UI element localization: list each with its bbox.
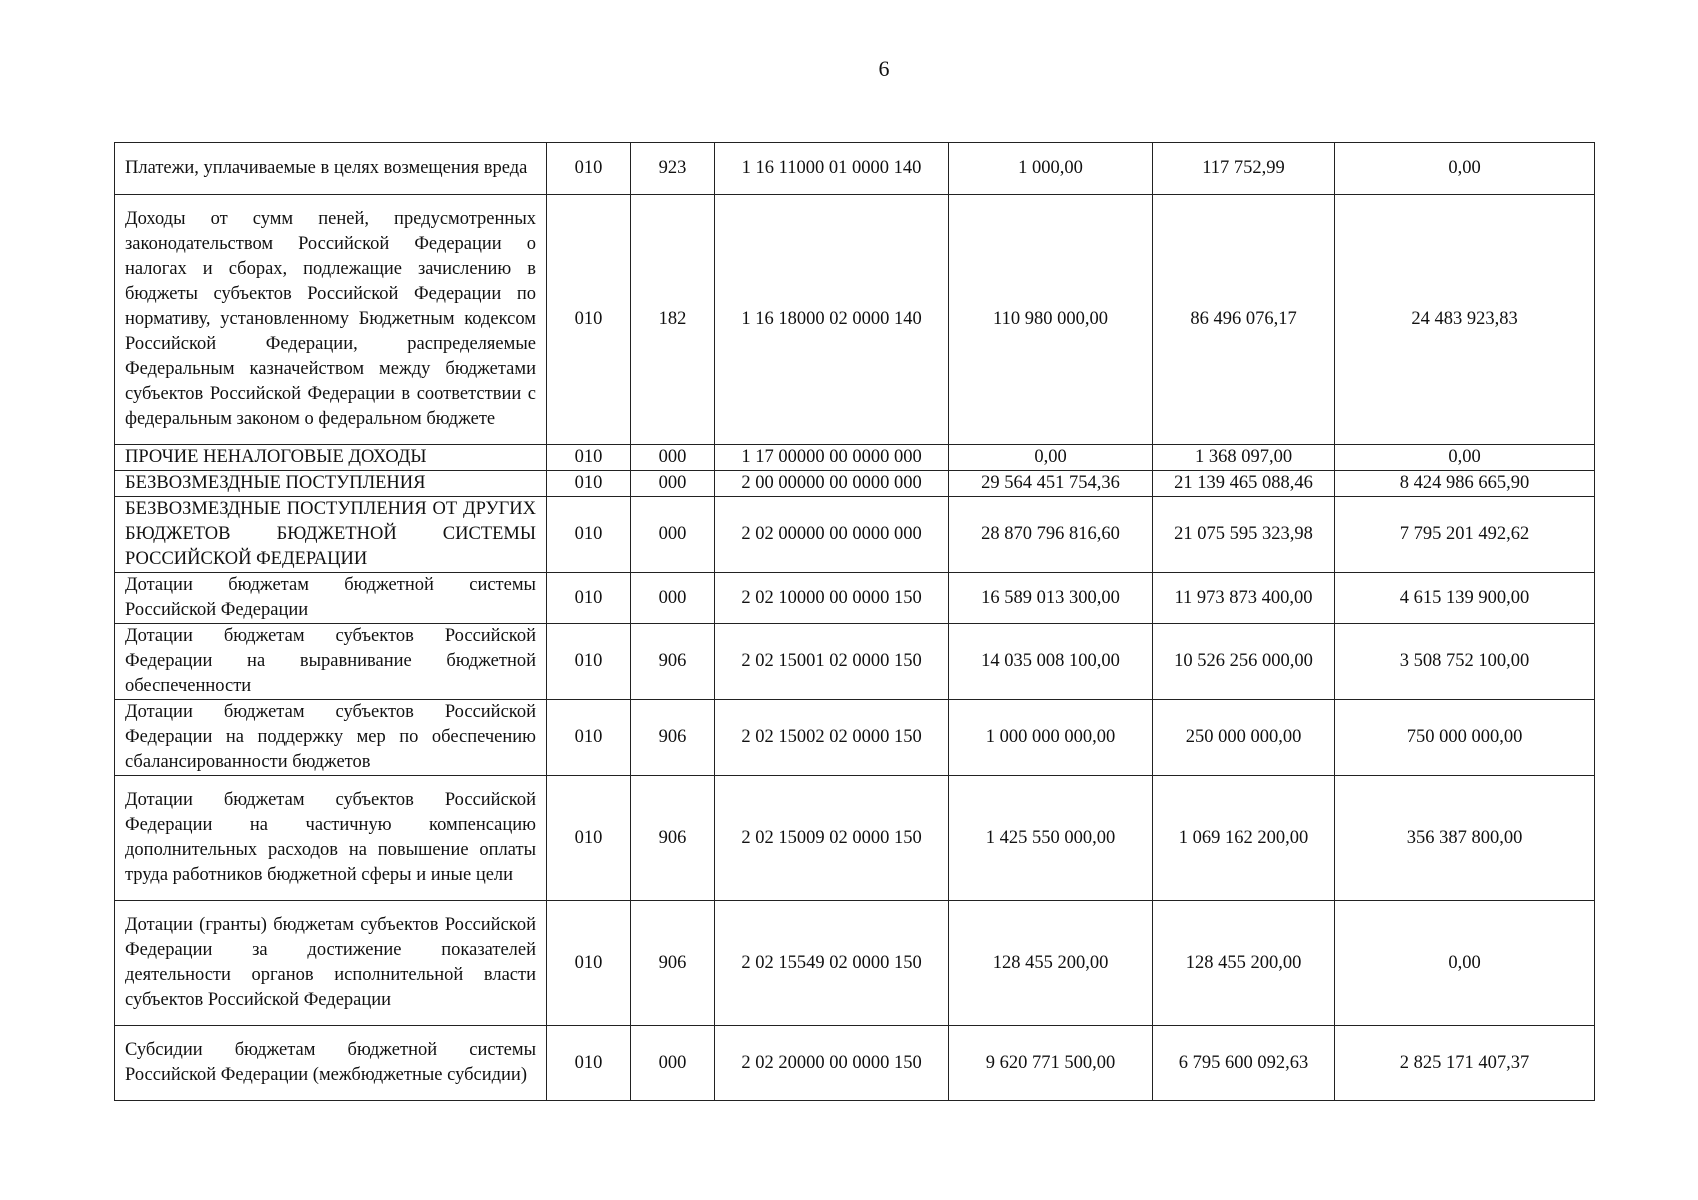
row-name: БЕЗВОЗМЕЗДНЫЕ ПОСТУПЛЕНИЯ ОТ ДРУГИХ БЮДЖЕТОВ БЮДЖЕТНОЙ СИСТЕМЫ РОССИЙСКОЙ ФЕДЕРАЦИИ: [115, 497, 547, 573]
row-admin-code: 010: [547, 471, 631, 497]
row-name: Субсидии бюджетам бюджетной системы Российской Федерации (межбюджетные субсидии): [115, 1026, 547, 1101]
row-planned: 0,00: [949, 445, 1153, 471]
row-name: Доходы от сумм пеней, предусмотренных законодательством Российской Федерации о налогах и сборах, подлежащие зачислению в бюджеты субъектов Российской Федерации по нормативу, установленному Бюджетным кодексом Российской Федерации, распределяемые Федеральным казначейством между бюджетами субъектов Российской Федерации в соответствии с федеральным законом о федеральном бюджете: [115, 195, 547, 445]
row-executed: 21 075 595 323,98: [1153, 497, 1335, 573]
row-planned: 14 035 008 100,00: [949, 624, 1153, 700]
row-planned: 16 589 013 300,00: [949, 573, 1153, 624]
row-remaining: 3 508 752 100,00: [1335, 624, 1595, 700]
row-kbk: 1 17 00000 00 0000 000: [715, 445, 949, 471]
row-remaining: 750 000 000,00: [1335, 700, 1595, 776]
page-number: 6: [878, 56, 890, 81]
row-executed: 1 368 097,00: [1153, 445, 1335, 471]
row-planned: 28 870 796 816,60: [949, 497, 1153, 573]
row-kbk: 2 00 00000 00 0000 000: [715, 471, 949, 497]
row-admin-code: 010: [547, 776, 631, 901]
row-kbk: 2 02 15001 02 0000 150: [715, 624, 949, 700]
row-name: Дотации бюджетам субъектов Российской Федерации на частичную компенсацию дополнительных расходов на повышение оплаты труда работников бюджетной сферы и иные цели: [115, 776, 547, 901]
row-remaining: 2 825 171 407,37: [1335, 1026, 1595, 1101]
row-admin-code: 010: [547, 573, 631, 624]
row-remaining: 0,00: [1335, 901, 1595, 1026]
row-kbk: 2 02 15002 02 0000 150: [715, 700, 949, 776]
row-kbk: 2 02 10000 00 0000 150: [715, 573, 949, 624]
row-admin-code: 010: [547, 700, 631, 776]
row-planned: 1 000,00: [949, 143, 1153, 195]
row-executed: 117 752,99: [1153, 143, 1335, 195]
row-name: Дотации бюджетам субъектов Российской Федерации на выравнивание бюджетной обеспеченности: [115, 624, 547, 700]
row-executed: 128 455 200,00: [1153, 901, 1335, 1026]
row-remaining: 0,00: [1335, 445, 1595, 471]
row-admin-code: 010: [547, 195, 631, 445]
row-kbk: 2 02 15009 02 0000 150: [715, 776, 949, 901]
row-name: БЕЗВОЗМЕЗДНЫЕ ПОСТУПЛЕНИЯ: [115, 471, 547, 497]
table-row: [115, 573, 1595, 624]
row-name: Платежи, уплачиваемые в целях возмещения вреда: [115, 143, 547, 195]
row-kbk: 2 02 15549 02 0000 150: [715, 901, 949, 1026]
row-kbk: 2 02 00000 00 0000 000: [715, 497, 949, 573]
row-grbs-code: 906: [631, 624, 715, 700]
row-kbk: 1 16 11000 01 0000 140: [715, 143, 949, 195]
table-row: [115, 624, 1595, 700]
row-grbs-code: 000: [631, 1026, 715, 1101]
table-row: [115, 195, 1595, 445]
row-admin-code: 010: [547, 901, 631, 1026]
row-planned: 1 425 550 000,00: [949, 776, 1153, 901]
table-row: [115, 471, 1595, 497]
row-name: ПРОЧИЕ НЕНАЛОГОВЫЕ ДОХОДЫ: [115, 445, 547, 471]
row-remaining: 7 795 201 492,62: [1335, 497, 1595, 573]
row-admin-code: 010: [547, 1026, 631, 1101]
row-kbk: 2 02 20000 00 0000 150: [715, 1026, 949, 1101]
table-row: [115, 776, 1595, 901]
row-executed: 10 526 256 000,00: [1153, 624, 1335, 700]
row-remaining: 24 483 923,83: [1335, 195, 1595, 445]
row-kbk: 1 16 18000 02 0000 140: [715, 195, 949, 445]
row-grbs-code: 906: [631, 901, 715, 1026]
row-remaining: 8 424 986 665,90: [1335, 471, 1595, 497]
row-remaining: 0,00: [1335, 143, 1595, 195]
row-grbs-code: 000: [631, 471, 715, 497]
row-planned: 128 455 200,00: [949, 901, 1153, 1026]
row-grbs-code: 000: [631, 445, 715, 471]
row-name: Дотации бюджетам бюджетной системы Российской Федерации: [115, 573, 547, 624]
row-grbs-code: 000: [631, 497, 715, 573]
row-name: Дотации бюджетам субъектов Российской Федерации на поддержку мер по обеспечению сбалансированности бюджетов: [115, 700, 547, 776]
row-planned: 110 980 000,00: [949, 195, 1153, 445]
row-executed: 1 069 162 200,00: [1153, 776, 1335, 901]
row-grbs-code: 906: [631, 776, 715, 901]
table-row: [115, 901, 1595, 1026]
row-planned: 1 000 000 000,00: [949, 700, 1153, 776]
row-executed: 11 973 873 400,00: [1153, 573, 1335, 624]
row-admin-code: 010: [547, 624, 631, 700]
table-row: [115, 143, 1595, 195]
table-row: [115, 700, 1595, 776]
row-executed: 21 139 465 088,46: [1153, 471, 1335, 497]
row-name: Дотации (гранты) бюджетам субъектов Российской Федерации за достижение показателей деятельности органов исполнительной власти субъектов Российской Федерации: [115, 901, 547, 1026]
row-admin-code: 010: [547, 445, 631, 471]
table-row: [115, 1026, 1595, 1101]
row-executed: 250 000 000,00: [1153, 700, 1335, 776]
row-admin-code: 010: [547, 143, 631, 195]
row-planned: 9 620 771 500,00: [949, 1026, 1153, 1101]
table-row: [115, 445, 1595, 471]
row-grbs-code: 923: [631, 143, 715, 195]
row-grbs-code: 182: [631, 195, 715, 445]
row-remaining: 356 387 800,00: [1335, 776, 1595, 901]
row-grbs-code: 000: [631, 573, 715, 624]
row-executed: 86 496 076,17: [1153, 195, 1335, 445]
row-planned: 29 564 451 754,36: [949, 471, 1153, 497]
row-grbs-code: 906: [631, 700, 715, 776]
row-remaining: 4 615 139 900,00: [1335, 573, 1595, 624]
budget-revenue-table: [114, 142, 1595, 1101]
row-admin-code: 010: [547, 497, 631, 573]
table-row: [115, 497, 1595, 573]
row-executed: 6 795 600 092,63: [1153, 1026, 1335, 1101]
